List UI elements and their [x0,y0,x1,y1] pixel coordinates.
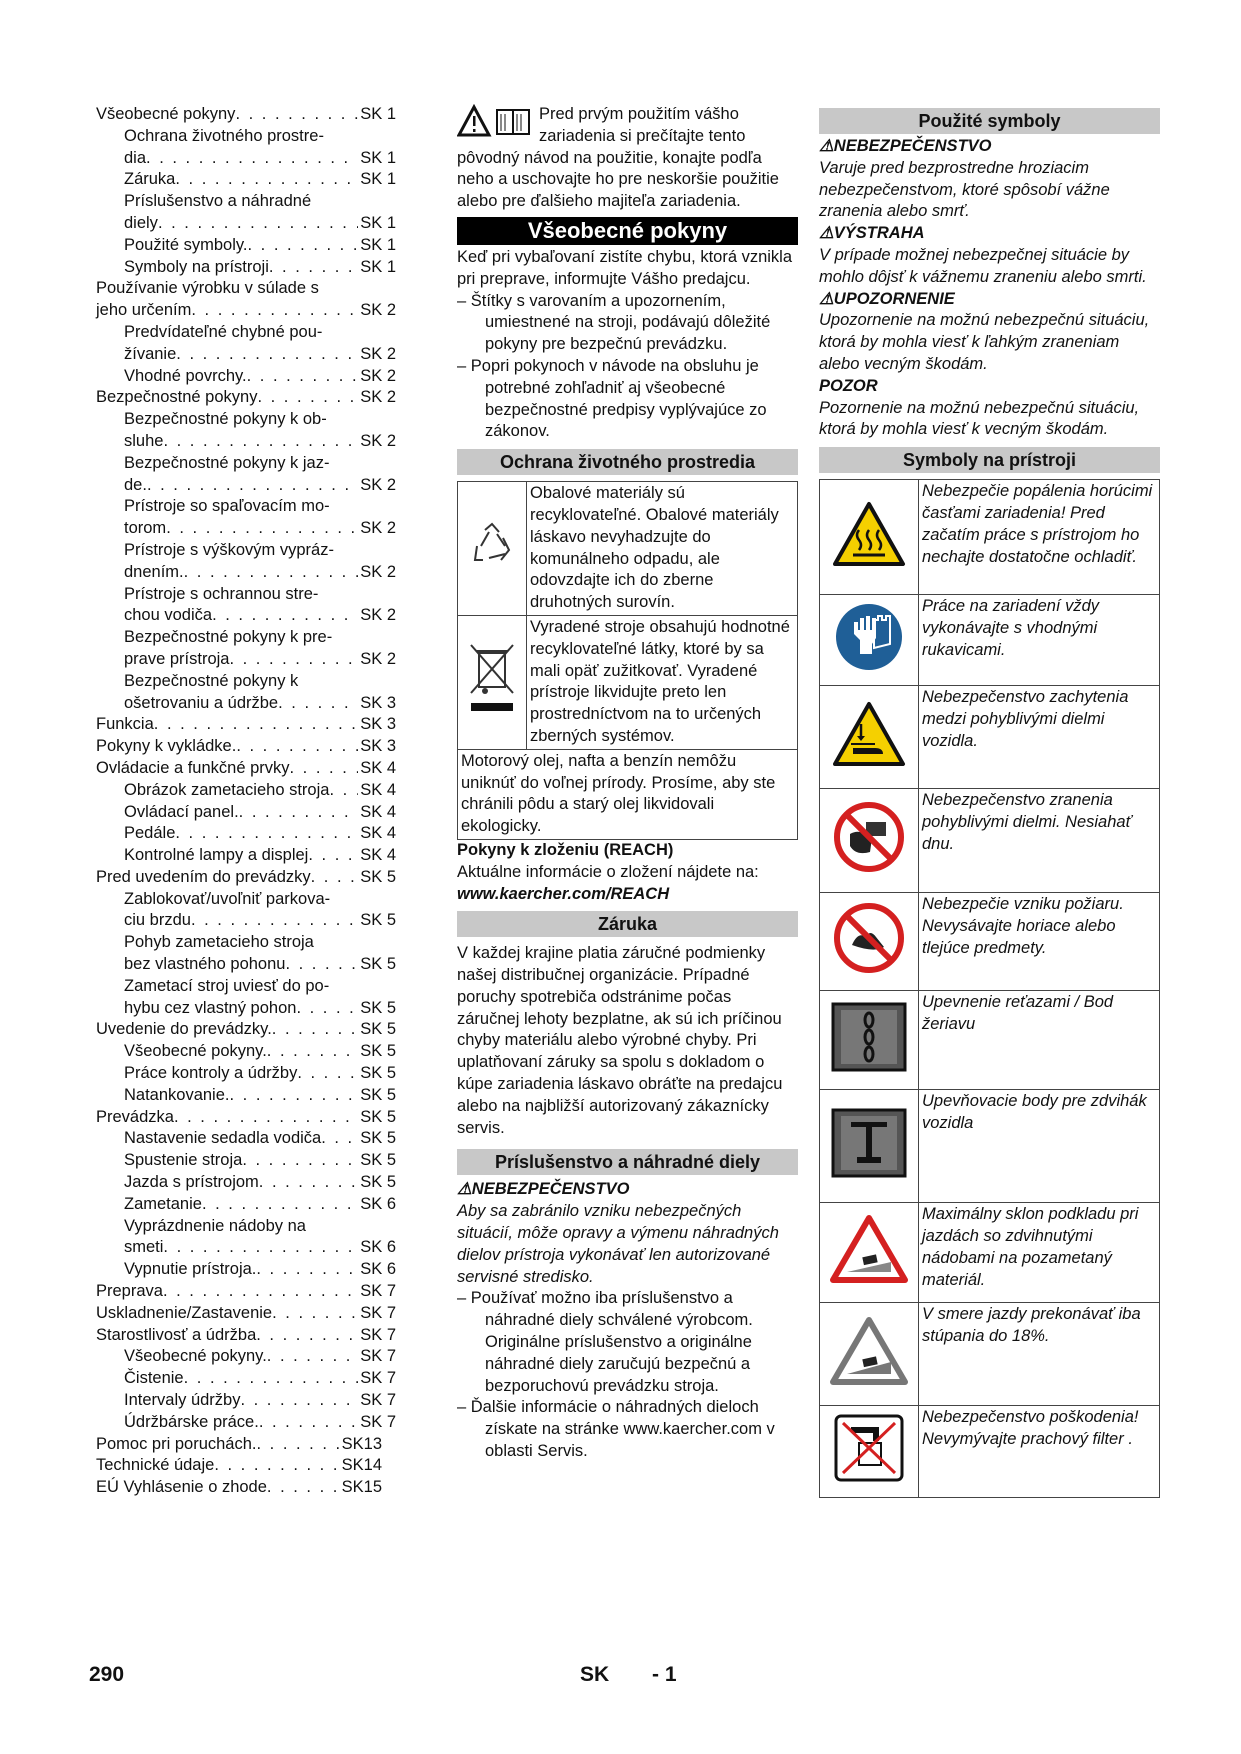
toc-entry[interactable] [96,1259,396,1281]
toc-page: SK 1 [360,105,396,123]
danger-label: ⚠NEBEZPEČENSTVO [457,1180,630,1199]
toc-entry[interactable] [96,1085,396,1107]
toc-entry[interactable] [96,671,396,715]
toc-entry-label: Pred uvedením do prevádzky [96,867,311,886]
toc-page: SK 7 [360,1303,396,1322]
toc-page: SK 6 [360,1260,396,1279]
toc-entry-label: Čistenie [124,1369,184,1388]
toc-page: SK 5 [360,1042,396,1061]
toc-leader [184,562,359,584]
toc-leader [285,954,358,976]
toc-entry[interactable] [96,496,396,540]
toc-entry-label: diely [124,213,158,232]
toc-entry-label: Všeobecné pokyny. [124,1042,267,1061]
symbol-description: Upevnenie reťazami / Bod žeriavu [919,991,1160,1090]
symbol-row [820,1303,1160,1406]
toc-entry-label: Spustenie stroja [124,1151,243,1170]
toc-page: SK 3 [360,693,396,712]
toc-entry[interactable] [96,278,396,322]
middle-column [457,104,798,1463]
toc-entry[interactable] [96,823,396,845]
toc-entry[interactable] [96,976,396,1020]
sub-page: - 1 [652,1663,677,1686]
toc-entry-label: dnením. [124,562,184,581]
toc-entry-label: torom [124,519,167,538]
toc-entry[interactable] [96,366,396,388]
hot-surface-icon [831,554,907,572]
toc-entry-label: Príslušenstvo a náhradné [124,192,312,211]
toc-leader [163,1281,358,1303]
toc-page: SK 5 [360,1085,396,1104]
toc-leader [235,104,358,126]
symbol-description: Nebezpečenstvo poškodenia! Nevymývajte prachový filter . [919,1406,1160,1498]
tilt-warning-icon [829,1270,909,1288]
toc-entry-label: Bezpečnostné pokyny k jaz- [124,453,330,472]
toc-leader [248,235,359,257]
toc-page: SK 7 [360,1325,396,1344]
toc-entry[interactable] [96,1216,396,1260]
toc-entry[interactable] [96,169,396,191]
toc-entry-label: smeti [124,1238,164,1257]
toc-entry[interactable] [96,1325,396,1347]
toc-entry[interactable] [96,802,396,824]
table-of-contents [96,104,396,1499]
toc-entry-label: Všeobecné pokyny [96,105,236,123]
toc-page: SK 5 [360,1064,396,1083]
toc-entry[interactable] [96,1107,396,1129]
toc-entry[interactable] [96,1281,396,1303]
toc-page: SK 4 [360,758,396,777]
toc-entry-label: Používanie výrobku v súlade s [96,279,319,298]
symbol-row [820,991,1160,1090]
general-bullet: – Popri pokynoch v návode na obsluhu je potrebné zohľadniť aj všeobecné bezpečnostné predpisy vyplývajúce zo zákonov. [457,356,767,441]
toc-leader [202,1194,358,1216]
gloves-icon [834,658,904,676]
toc-entry-label: Intervaly údržby [124,1391,241,1410]
toc-page: SK 6 [360,1194,396,1213]
toc-page: SK 7 [360,1347,396,1366]
toc-page: SK 1 [360,235,396,254]
toc-leader [257,1434,340,1456]
toc-leader [240,1390,358,1412]
toc-entry[interactable] [96,540,396,584]
toc-entry[interactable] [96,257,396,279]
reach-title: Pokyny k zloženiu (REACH) [457,840,674,859]
toc-page: SK 3 [360,715,396,734]
toc-entry-label: prave prístroja [124,649,230,668]
toc-leader [184,1368,359,1390]
toc-entry-label: Technické údaje [96,1456,215,1475]
symbol-row [820,480,1160,595]
toc-leader [175,169,358,191]
language-code: SK [580,1663,610,1686]
toc-entry[interactable] [96,1063,396,1085]
toc-entry-label: Uskladnenie/Zastavenie [96,1303,273,1322]
toc-entry[interactable] [96,889,396,933]
toc-page: SK 7 [360,1369,396,1388]
note-label: POZOR [819,376,878,395]
toc-entry-label: Uvedenie do prevádzky. [96,1020,272,1039]
toc-entry[interactable] [96,1412,396,1434]
toc-entry[interactable] [96,126,396,170]
toc-entry-label: Pohyb zametacieho stroja [124,933,314,952]
toc-page: SK 5 [360,867,396,886]
symbol-row [820,893,1160,991]
toc-entry-label: Symboly na prístroji [124,257,269,276]
heading-general: Všeobecné pokyny [457,217,798,245]
toc-leader [321,1128,358,1150]
toc-page: SK 5 [360,911,396,930]
chain-point-icon [829,1058,909,1076]
toc-entry-label: Preprava [96,1282,163,1301]
toc-leader [267,1041,358,1063]
toc-entry[interactable] [96,1390,396,1412]
toc-leader [256,1325,358,1347]
toc-entry-label: Prístroje s ochrannou stre- [124,584,319,603]
toc-entry[interactable] [96,627,396,671]
toc-leader [269,257,358,279]
toc-leader [239,802,359,824]
toc-entry[interactable] [96,1019,396,1041]
toc-entry-label: Použité symboly. [124,235,248,254]
crush-hand-icon [831,754,907,772]
right-column [819,104,1160,1498]
caution-text: Upozornenie na možnú nebezpečnú situáciu, ktorá by mohla viesť k ľahkým zraneniam alebo vecným škodám. [819,311,1150,373]
toc-entry-label: Vypnutie prístroja. [124,1260,257,1279]
general-text: Keď pri vybaľovaní zistíte chybu, ktorá vznikla pri preprave, informujte Vášho predajcu. [457,247,793,288]
toc-page-number: 14 [363,1456,382,1475]
toc-entry-label: Bezpečnostné pokyny [96,388,258,407]
toc-page-number: 15 [363,1478,382,1497]
toc-entry[interactable] [96,1368,396,1390]
accessories-bullet: – Ďalšie informácie o náhradných dieloch získate na stránke www.kaercher.com v oblasti Servis. [457,1398,775,1461]
toc-entry-label: de. [124,475,147,494]
toc-leader [267,1477,340,1499]
toc-entry-label: Ochrana životného prostre- [124,126,324,145]
toc-leader [256,1259,358,1281]
symbol-description: Nebezpečenstvo zranenia pohyblivými dielmi. Nesiahať dnu. [919,789,1160,893]
toc-entry-label: hybu cez vlastný pohon [124,998,297,1017]
symbol-row [820,1090,1160,1203]
symbol-description: Práce na zariadení vždy vykonávajte s vhodnými rukavicami. [919,595,1160,686]
toc-leader [259,1172,358,1194]
toc-page: SK 2 [360,649,396,668]
toc-entry-label: chou vodiča [124,606,213,625]
toc-page-number: 13 [363,1434,382,1453]
toc-entry[interactable] [96,780,396,802]
device-symbols-table [819,479,1160,1498]
toc-leader [158,213,358,235]
toc-entry-label: Zametanie [124,1194,202,1213]
toc-entry-label: Bezpečnostné pokyny k ob- [124,410,327,429]
toc-leader [147,475,358,497]
toc-page: SK 2 [360,431,396,450]
toc-page: SK 2 [360,301,396,320]
accessories-bullet: – Používať možno iba príslušenstvo a náhradné diely schválené výrobcom. Originálne príslušenstvo a originálne náhradné diely zaručujú bezpečnú a bezporuchovú prevádzku stroja. [457,1289,753,1395]
toc-leader [311,867,359,889]
toc-entry-label: EÚ Vyhlásenie o zhode [96,1478,267,1497]
toc-page: SK 1 [360,148,396,167]
toc-leader [154,714,358,736]
toc-entry[interactable] [96,1150,396,1172]
toc-page: SK 1 [360,213,396,232]
toc-page: SK 6 [360,1238,396,1257]
note-text: Pozornenie na možnú nebezpečnú situáciu, ktorá by mohla viesť k vecným škodám. [819,398,1140,439]
warranty-text: V každej krajine platia záručné podmienky našej distribučnej organizácie. Prípadné poruchy spotrebiča odstránime počas záručnej lehoty bezplatne, ak sú ich príčinou chyby materiálu alebo výrobné chyby. Pri uplatňovaní záruky sa spolu s dokladom o kúpe zariadenia láskavo obráťte na predajcu alebo na najbližší autorizovaný zákaznícky servis. [457,944,783,1137]
toc-entry-label: sluhe [124,431,164,450]
toc-entry-label: Pomoc pri poruchách. [96,1434,257,1453]
toc-page: SK 2 [360,366,396,385]
toc-leader [212,605,358,627]
toc-page: SK 2 [360,475,396,494]
toc-entry-label: Ovládací panel. [124,802,239,821]
toc-entry-label: Zametací stroj uviesť do po- [124,976,330,995]
toc-page: SK 7 [360,1391,396,1410]
warning-text: V prípade možnej nebezpečnej situácie by mohlo dôjsť k vážnemu zraneniu alebo smrti. [819,245,1147,286]
toc-entry-label: Starostlivosť a údržba [96,1325,257,1344]
toc-leader [146,148,358,170]
symbol-description: Nebezpečenstvo zachytenia medzi pohyblivými dielmi vozidla. [919,686,1160,789]
toc-entry-label: Prístroje s výškovým vypráz- [124,540,334,559]
toc-entry-label: Nastavenie sedadla vodiča [124,1129,322,1148]
toc-entry[interactable] [96,714,396,736]
intro: Pred prvým použitím vášho zariadenia si prečítajte tento pôvodný návod na použitie, konajte podľa neho a uschovajte ho pre neskoršie použitie alebo pre ďalšieho majiteľa zariadenia. [457,105,779,211]
page-number: 290 [89,1663,125,1686]
danger-text: Varuje pred bezprostredne hroziacim nebezpečenstvom, ktoré spôsobí vážne zranenia alebo smrť. [819,158,1110,221]
no-reach-in-icon [832,860,906,878]
danger-text: Aby sa zabránilo vzniku nebezpečných situácií, môže opravy a výmenu náhradných dielov prístroja vykonávať len autorizované servisné stredisko. [457,1202,779,1286]
toc-leader [230,1085,359,1107]
toc-page: SK 5 [360,955,396,974]
toc-leader [166,518,358,540]
toc-page: SK 1 [360,170,396,189]
toc-leader [191,910,358,932]
toc-leader [175,823,358,845]
toc-page: SK 5 [360,1020,396,1039]
symbol-row [820,1203,1160,1303]
toc-page: SK 7 [360,1412,396,1431]
toc-page: SK [341,1456,364,1475]
toc-entry[interactable] [96,235,396,257]
toc-leader [191,300,358,322]
toc-entry-label: Zablokovať/uvoľniť parkova- [124,889,331,908]
toc-page: SK 2 [360,562,396,581]
toc-entry-label: ošetrovaniu a údržbe [124,693,279,712]
toc-entry[interactable] [96,322,396,366]
toc-entry-label: Predvídateľné chybné pou- [124,322,323,341]
toc-leader [272,1019,358,1041]
toc-entry[interactable] [96,1194,396,1216]
toc-entry[interactable] [96,1455,396,1477]
toc-entry[interactable] [96,387,396,409]
toc-entry[interactable] [96,1041,396,1063]
toc-entry[interactable] [96,1434,396,1456]
symbol-row [820,789,1160,893]
toc-leader [247,366,359,388]
toc-leader [174,1107,358,1129]
toc-entry-label: Pedále [124,824,176,843]
toc-page: SK 5 [360,998,396,1017]
toc-entry-label: bez vlastného pohonu [124,955,286,974]
jack-point-icon [829,1164,909,1182]
toc-entry-label: Kontrolné lampy a displej [124,846,309,865]
reach-text: Aktuálne informácie o zložení nájdete na: [457,862,759,881]
heading-warranty: Záruka [457,911,798,937]
toc-leader [236,736,358,758]
toc-leader [163,1237,358,1259]
reach-link[interactable]: www.kaercher.com/REACH [457,884,670,903]
toc-entry-label: Vyprázdnenie nádoby na [124,1216,306,1235]
toc-entry-label: Údržbárske práce. [124,1412,259,1431]
toc-leader [308,845,358,867]
toc-entry[interactable] [96,584,396,628]
toc-entry-label: Bezpečnostné pokyny k [124,671,299,690]
symbol-description: Maximálny sklon podkladu pri jazdách so zdvihnutými nádobami na pozametaný materiál. [919,1203,1160,1303]
symbol-description: Nebezpečie vzniku požiaru. Nevysávajte horiace alebo tlejúce predmety. [919,893,1160,991]
heading-used-symbols: Použité symboly [819,108,1160,134]
toc-entry[interactable] [96,1303,396,1325]
toc-entry-label: Pokyny k vykládke. [96,737,237,756]
heading-accessories: Príslušenstvo a náhradné diely [457,1149,798,1175]
toc-leader [214,1455,339,1477]
toc-entry[interactable] [96,758,396,780]
toc-page: SK 2 [360,388,396,407]
toc-entry[interactable] [96,932,396,976]
toc-entry-label: Práce kontroly a údržby [124,1064,298,1083]
no-fire-icon [832,961,906,979]
toc-entry-label: dia [124,148,147,167]
toc-page: SK [341,1434,364,1453]
toc-entry[interactable] [96,1346,396,1368]
toc-page: SK 5 [360,1173,396,1192]
toc-page: SK 5 [360,1107,396,1126]
toc-entry-label: Funkcia [96,715,154,734]
toc-leader [176,344,358,366]
toc-leader [229,649,358,671]
slope-icon [829,1372,909,1390]
toc-leader [272,1303,358,1325]
symbol-description: V smere jazdy prekonávať iba stúpania do 18%. [919,1303,1160,1406]
symbol-description: Upevňovacie body pre zdvihák vozidla [919,1090,1160,1203]
toc-entry[interactable] [96,104,396,126]
toc-entry-label: Natankovanie. [124,1085,230,1104]
toc-leader [297,1063,358,1085]
toc-entry[interactable] [96,845,396,867]
toc-leader [290,758,359,780]
no-wash-filter-icon [833,1469,905,1487]
symbol-row [820,686,1160,789]
toc-entry[interactable] [96,453,396,497]
toc-page: SK 4 [360,780,396,799]
toc-entry-label: Prevádzka [96,1107,174,1126]
toc-entry-label: žívanie [124,344,177,363]
toc-entry[interactable] [96,191,396,235]
toc-leader [242,1150,358,1172]
toc-entry[interactable] [96,1172,396,1194]
toc-entry-label: Bezpečnostné pokyny k pre- [124,628,333,647]
warning-label: ⚠VÝSTRAHA [819,224,925,243]
toc-page: SK 2 [360,344,396,363]
toc-entry[interactable] [96,1128,396,1150]
toc-entry-label: ciu brzdu [124,911,191,930]
toc-entry[interactable] [96,736,396,758]
toc-entry[interactable] [96,1477,396,1499]
toc-entry-label: Prístroje so spaľovacím mo- [124,497,330,516]
toc-entry-label: Všeobecné pokyny. [124,1347,267,1366]
toc-page: SK 5 [360,1129,396,1148]
symbol-row [820,595,1160,686]
toc-page: SK 4 [360,846,396,865]
toc-entry[interactable] [96,409,396,453]
heading-environment: Ochrana životného prostredia [457,449,798,475]
toc-leader [163,431,358,453]
toc-entry-label: Jazda s prístrojom [124,1173,259,1192]
toc-page: SK 4 [360,802,396,821]
toc-page: SK 2 [360,519,396,538]
toc-entry[interactable] [96,867,396,889]
heading-device-symbols: Symboly na prístroji [819,447,1160,473]
toc-page: SK [341,1478,364,1497]
toc-leader [278,693,358,715]
caution-label: ⚠UPOZORNENIE [819,289,955,308]
toc-leader [257,387,358,409]
toc-page: SK 7 [360,1282,396,1301]
toc-leader [259,1412,358,1434]
general-bullet: – Štítky s varovaním a upozornením, umiestnené na stroji, podávajú dôležité pokyny pre bezpečnú prevádzku. [457,291,771,354]
toc-entry-label: Vhodné povrchy. [124,366,247,385]
toc-page: SK 5 [360,1151,396,1170]
toc-page: SK 4 [360,824,396,843]
toc-page: SK 1 [360,257,396,276]
toc-entry-label: jeho určením [96,301,192,320]
toc-leader [296,998,358,1020]
symbol-description: Nebezpečie popálenia horúcimi časťami zariadenia! Pred začatím práce s prístrojom ho nechajte dostatočne ochladiť. [919,480,1160,595]
toc-entry-label: Záruka [124,170,176,189]
danger-label: ⚠NEBEZPEČENSTVO [819,137,992,155]
toc-page: SK 2 [360,606,396,625]
recycle-icon [467,556,517,574]
toc-entry-label: Ovládacie a funkčné prvky [96,758,290,777]
crossed-bin-icon [467,705,517,723]
toc-leader [267,1346,358,1368]
toc-leader [329,780,358,802]
environment-table: Obalové materiály sú recyklovateľné. Obalové materiály láskavo nevyhadzujte do komunálneho odpadu, ale odovzdajte ich do zberne druhotných surovín. Vyradené stroje obsahujú hodnotné recyklovateľné látky, ktoré by sa mali opäť zužitkovať. Vyradené prístroje likvidujte preto len prostredníctvom na to určených zberných systémov. Motorový olej, nafta a benzín nemôžu uniknúť do voľnej prírody. Prosíme, aby ste chránili pôdu a starý olej likvidovali ekologicky. [457,481,798,840]
symbol-row [820,1406,1160,1498]
toc-entry-label: Obrázok zametacieho stroja [124,780,330,799]
warning-book-icon [457,104,533,145]
toc-page: SK 3 [360,737,396,756]
